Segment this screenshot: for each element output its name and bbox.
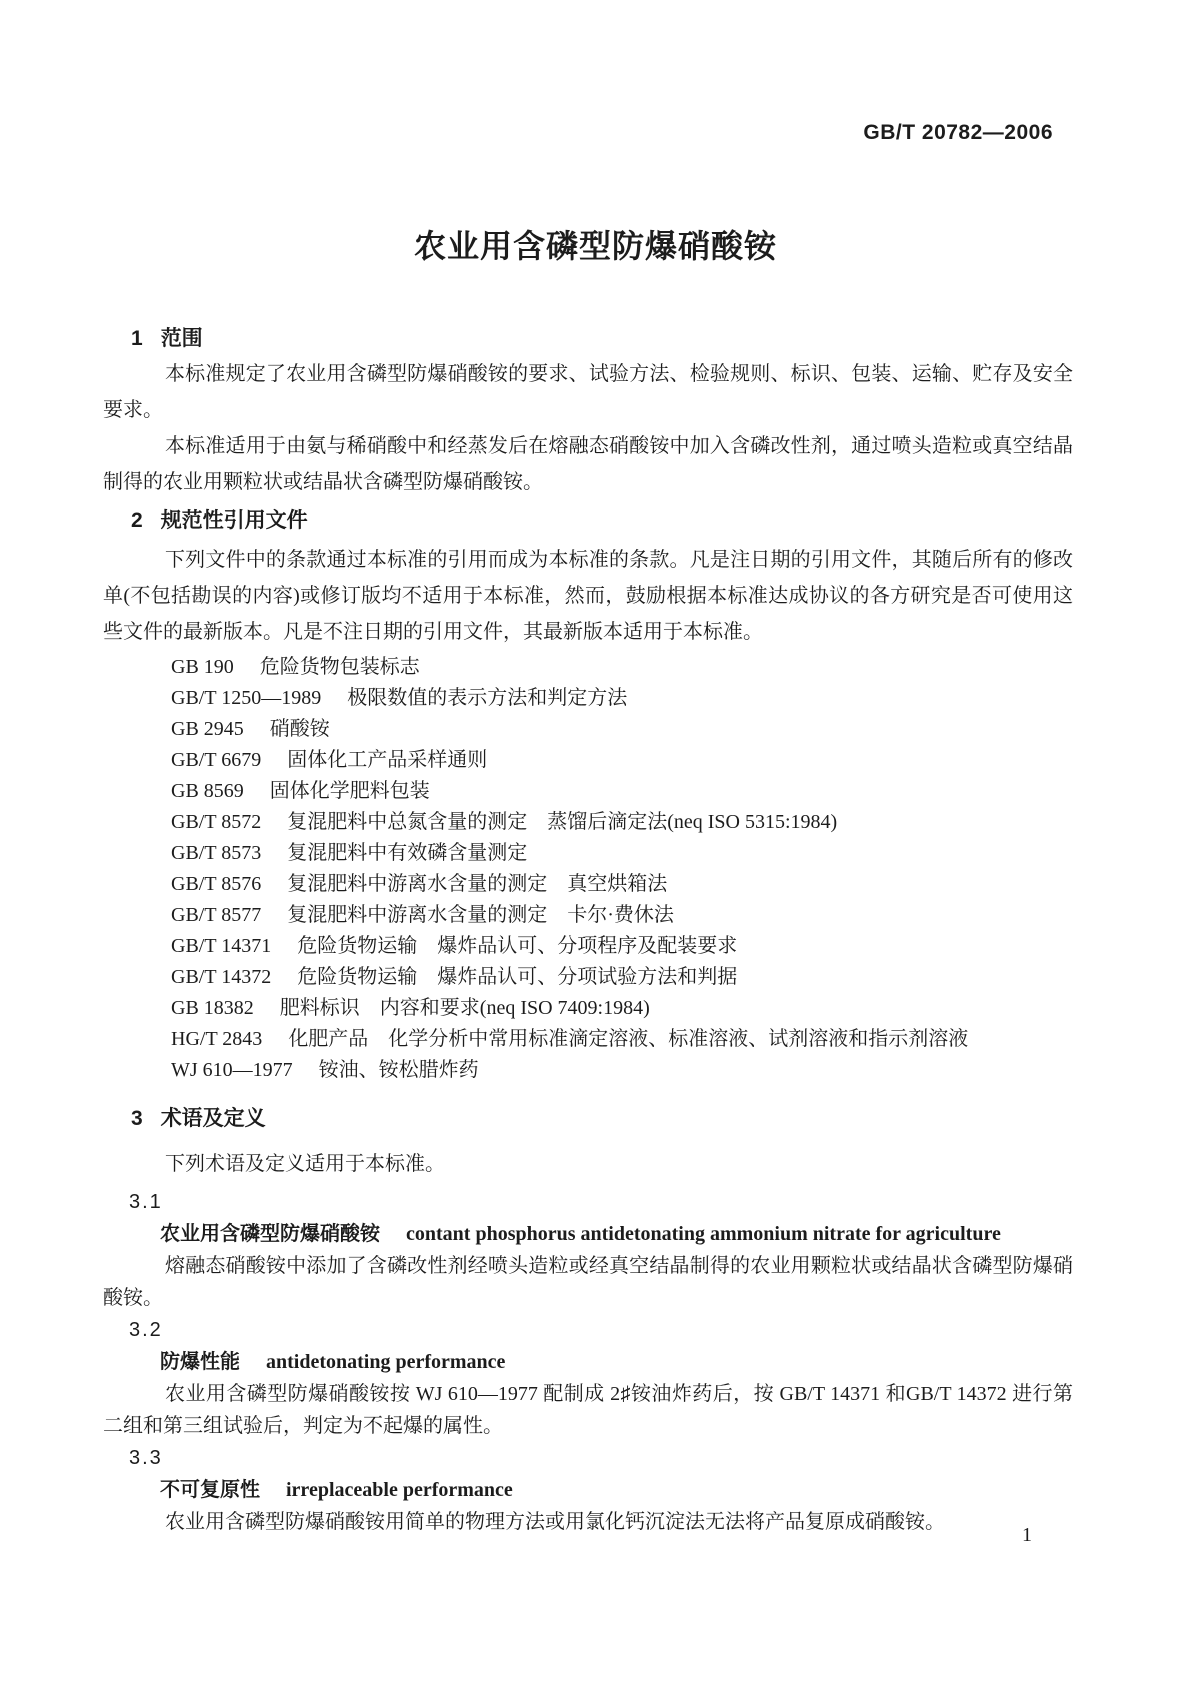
section-2-number: 2 — [131, 509, 143, 532]
term-english: irreplaceable performance — [286, 1479, 513, 1501]
scope-paragraph-1: 本标准规定了农业用含磷型防爆硝酸铵的要求、试验方法、检验规则、标识、包装、运输、贮存及安全要求。 — [103, 363, 1073, 421]
term-chinese: 防爆性能 — [160, 1351, 240, 1373]
reference-item — [103, 838, 1073, 869]
section-1-label: 范围 — [160, 327, 203, 350]
reference-code: GB/T 8577 — [171, 904, 262, 926]
clause-number: 3.3 — [129, 1447, 163, 1469]
clause-number: 3.2 — [129, 1319, 163, 1341]
reference-item — [103, 714, 1073, 745]
normative-references-list — [103, 652, 1073, 1086]
reference-code: WJ 610—1977 — [171, 1059, 293, 1081]
term-line — [103, 1346, 1073, 1378]
reference-title: 固体化工产品采样通则 — [287, 749, 488, 771]
reference-item — [103, 900, 1073, 931]
section-3-label: 术语及定义 — [160, 1107, 266, 1130]
reference-title: 复混肥料中有效磷含量测定 — [287, 842, 528, 864]
term-line — [103, 1474, 1073, 1506]
section-3-heading — [103, 1107, 1073, 1131]
reference-item — [103, 807, 1073, 838]
reference-item — [103, 869, 1073, 900]
term-english: antidetonating performance — [266, 1351, 506, 1373]
reference-code: HG/T 2843 — [171, 1028, 263, 1050]
clause-number: 3.1 — [129, 1191, 163, 1213]
reference-title: 极限数值的表示方法和判定方法 — [347, 687, 628, 709]
reference-title: 复混肥料中总氮含量的测定 蒸馏后滴定法(neq ISO 5315:1984) — [287, 811, 838, 833]
scope-paragraph-2: 本标准适用于由氨与稀硝酸中和经蒸发后在熔融态硝酸铵中加入含磷改性剂，通过喷头造粒或真空结晶制得的农业用颗粒状或结晶状含磷型防爆硝酸铵。 — [103, 435, 1073, 493]
reference-code: GB 190 — [171, 656, 234, 678]
reference-item — [103, 745, 1073, 776]
section-1-number: 1 — [131, 327, 143, 350]
reference-item — [103, 962, 1073, 993]
references-intro-paragraph: 下列文件中的条款通过本标准的引用而成为本标准的条款。凡是注日期的引用文件，其随后所有的修改单(不包括勘误的内容)或修订版均不适用于本标准，然而，鼓励根据本标准达成协议的各方研究是否可使用这些文件的最新版本。凡是不注日期的引用文件，其最新版本适用于本标准。 — [103, 549, 1073, 643]
reference-item — [103, 683, 1073, 714]
reference-item — [103, 776, 1073, 807]
document-title: 农业用含磷型防爆硝酸铵 — [413, 228, 777, 264]
term-line — [103, 1218, 1073, 1250]
reference-title: 危险货物包装标志 — [259, 656, 420, 678]
term-english: contant phosphorus antidetonating ammonium nitrate for agriculture — [406, 1223, 1001, 1245]
reference-title: 复混肥料中游离水含量的测定 真空烘箱法 — [287, 873, 668, 895]
reference-code: GB/T 1250—1989 — [171, 687, 322, 709]
reference-code: GB 18382 — [171, 997, 254, 1019]
reference-item — [103, 1024, 1073, 1055]
reference-code: GB 8569 — [171, 780, 244, 802]
reference-code: GB/T 8573 — [171, 842, 262, 864]
reference-code: GB/T 8576 — [171, 873, 262, 895]
reference-code: GB/T 6679 — [171, 749, 262, 771]
reference-title: 铵油、铵松腊炸药 — [318, 1059, 479, 1081]
reference-code: GB/T 8572 — [171, 811, 262, 833]
reference-title: 危险货物运输 爆炸品认可、分项试验方法和判据 — [297, 966, 738, 988]
section-3-number: 3 — [131, 1107, 143, 1130]
reference-code: GB 2945 — [171, 718, 244, 740]
term-definition: 农业用含磷型防爆硝酸铵用简单的物理方法或用氯化钙沉淀法无法将产品复原成硝酸铵。 — [165, 1511, 945, 1533]
reference-code: GB/T 14372 — [171, 966, 272, 988]
page-number: 1 — [1022, 1524, 1032, 1546]
standard-code: GB/T 20782—2006 — [863, 121, 1053, 144]
reference-title: 肥料标识 内容和要求(neq ISO 7409:1984) — [279, 997, 650, 1019]
reference-title: 化肥产品 化学分析中常用标准滴定溶液、标准溶液、试剂溶液和指示剂溶液 — [288, 1028, 969, 1050]
terms-intro-paragraph: 下列术语及定义适用于本标准。 — [165, 1153, 445, 1175]
reference-title: 硝酸铵 — [269, 718, 330, 740]
reference-title: 复混肥料中游离水含量的测定 卡尔·费休法 — [287, 904, 674, 926]
terms-and-definitions — [103, 1186, 1073, 1538]
reference-title: 固体化学肥料包装 — [269, 780, 430, 802]
term-chinese: 不可复原性 — [160, 1479, 260, 1501]
reference-item — [103, 993, 1073, 1024]
reference-item — [103, 1055, 1073, 1086]
section-2-heading — [103, 509, 1073, 533]
term-definition: 农业用含磷型防爆硝酸铵按 WJ 610—1977 配制成 2♯铵油炸药后，按 GB/T 14371 和GB/T 14372 进行第二组和第三组试验后，判定为不起爆的属性。 — [103, 1383, 1073, 1437]
section-1-heading — [103, 327, 1073, 351]
reference-item — [103, 652, 1073, 683]
reference-title: 危险货物运输 爆炸品认可、分项程序及配装要求 — [297, 935, 738, 957]
reference-code: GB/T 14371 — [171, 935, 272, 957]
reference-item — [103, 931, 1073, 962]
term-definition: 熔融态硝酸铵中添加了含磷改性剂经喷头造粒或经真空结晶制得的农业用颗粒状或结晶状含磷型防爆硝酸铵。 — [103, 1255, 1073, 1309]
term-chinese: 农业用含磷型防爆硝酸铵 — [160, 1223, 380, 1245]
section-2-label: 规范性引用文件 — [160, 509, 308, 532]
